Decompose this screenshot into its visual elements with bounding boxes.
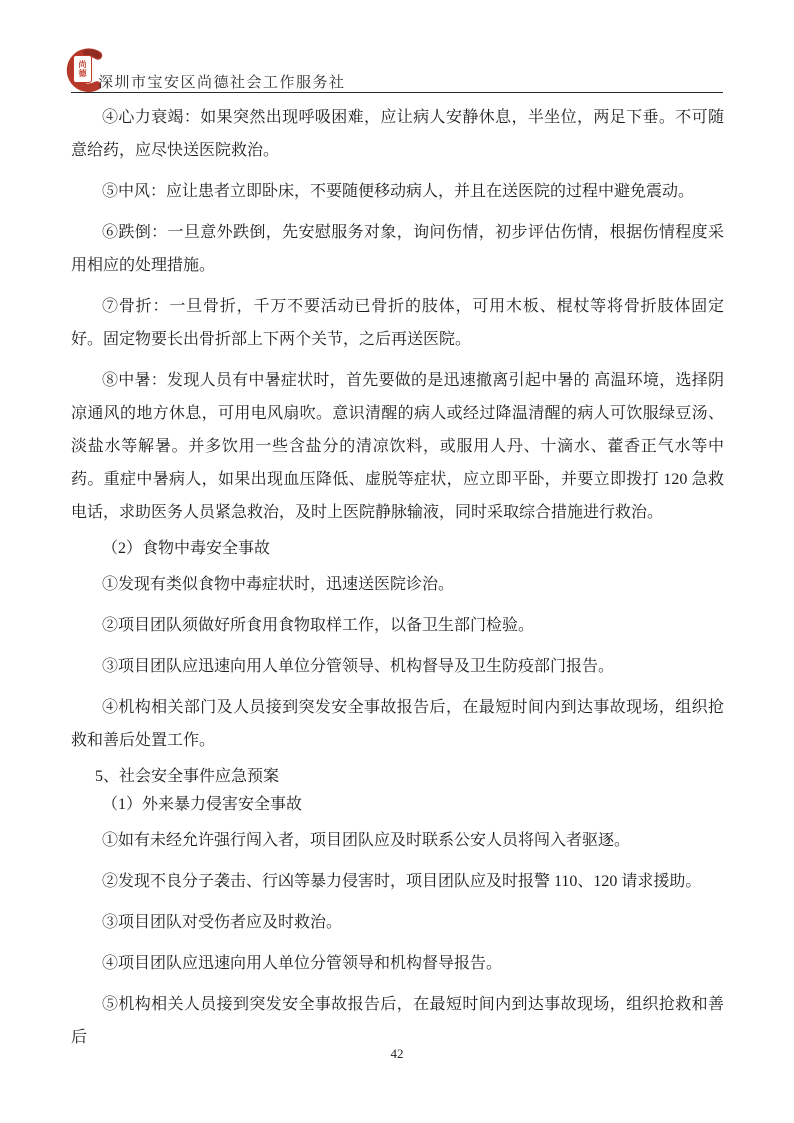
section-heading: 5、社会安全事件应急预案 <box>95 768 280 785</box>
paragraph: ④心力衰竭：如果突然出现呼吸困难，应让病人安静休息，半坐位，两足下垂。不可随意给药，应尽快送医院救治。 <box>71 109 724 159</box>
paragraph: ④机构相关部门及人员接到突发安全事故报告后，在最短时间内到达事故现场，组织抢救和善后处置工作。 <box>71 699 724 749</box>
logo-seal <box>73 55 92 83</box>
paragraph: ③项目团队应迅速向用人单位分管领导、机构督导及卫生防疫部门报告。 <box>102 658 615 675</box>
logo-seal-char-bottom: 德 <box>78 69 87 78</box>
paragraph: ②项目团队须做好所食用食物取样工作，以备卫生部门检验。 <box>102 617 535 634</box>
paragraph: ②发现不良分子袭击、行凶等暴力侵害时，项目团队应及时报警 110、120 请求援助。 <box>102 873 702 890</box>
header-rule <box>71 92 723 93</box>
paragraph: ⑥跌倒：一旦意外跌倒，先安慰服务对象，询问伤情，初步评估伤情，根据伤情程度采用相应的处理措施。 <box>71 224 724 274</box>
paragraph: ⑤中风：应让患者立即卧床，不要随便移动病人，并且在送医院的过程中避免震动。 <box>102 183 695 200</box>
paragraph: ⑧中暑：发现人员有中暑症状时，首先要做的是迅速撤离引起中暑的 高温环境，选择阴凉通风的地方休息，可用电风扇吹。意识清醒的病人或经过降温清醒的病人可饮服绿豆汤、淡盐水等解暑。并多饮用一些含盐分的清凉饮料，或服用人丹、十滴水、藿香正气水等中药。重症中暑病人，如果出现血压降低、虚脱等症状，应立即平卧，并要立即拨打 120 急救电话，求助医务人员紧急救治，及时上医院静脉输液，同时采取综合措施进行救治。 <box>71 372 724 521</box>
paragraph: ⑤机构相关人员接到突发安全事故报告后，在最短时间内到达事故现场，组织抢救和善后 <box>71 996 724 1046</box>
paragraph: ③项目团队对受伤者应及时救治。 <box>102 914 343 931</box>
document-body <box>71 101 724 1062</box>
logo-seal-char-top: 尚 <box>78 60 87 69</box>
page-footer <box>0 1045 794 1063</box>
org-name: 深圳市宝安区尚德社会工作服务社 <box>98 75 346 91</box>
paragraph: ①发现有类似食物中毒症状时，迅速送医院诊治。 <box>102 576 455 593</box>
paragraph: ⑦骨折：一旦骨折，千万不要活动已骨折的肢体，可用木板、棍杖等将骨折肢体固定好。固定物要长出骨折部上下两个关节，之后再送医院。 <box>71 298 724 348</box>
paragraph: ①如有未经允许强行闯入者，项目团队应及时联系公安人员将闯入者驱逐。 <box>102 832 631 849</box>
paragraph: ④项目团队应迅速向用人单位分管领导和机构督导报告。 <box>102 955 503 972</box>
section-heading: （1）外来暴力侵害安全事故 <box>102 796 303 813</box>
section-heading: （2）食物中毒安全事故 <box>102 540 271 557</box>
page-number: 42 <box>390 1046 404 1061</box>
